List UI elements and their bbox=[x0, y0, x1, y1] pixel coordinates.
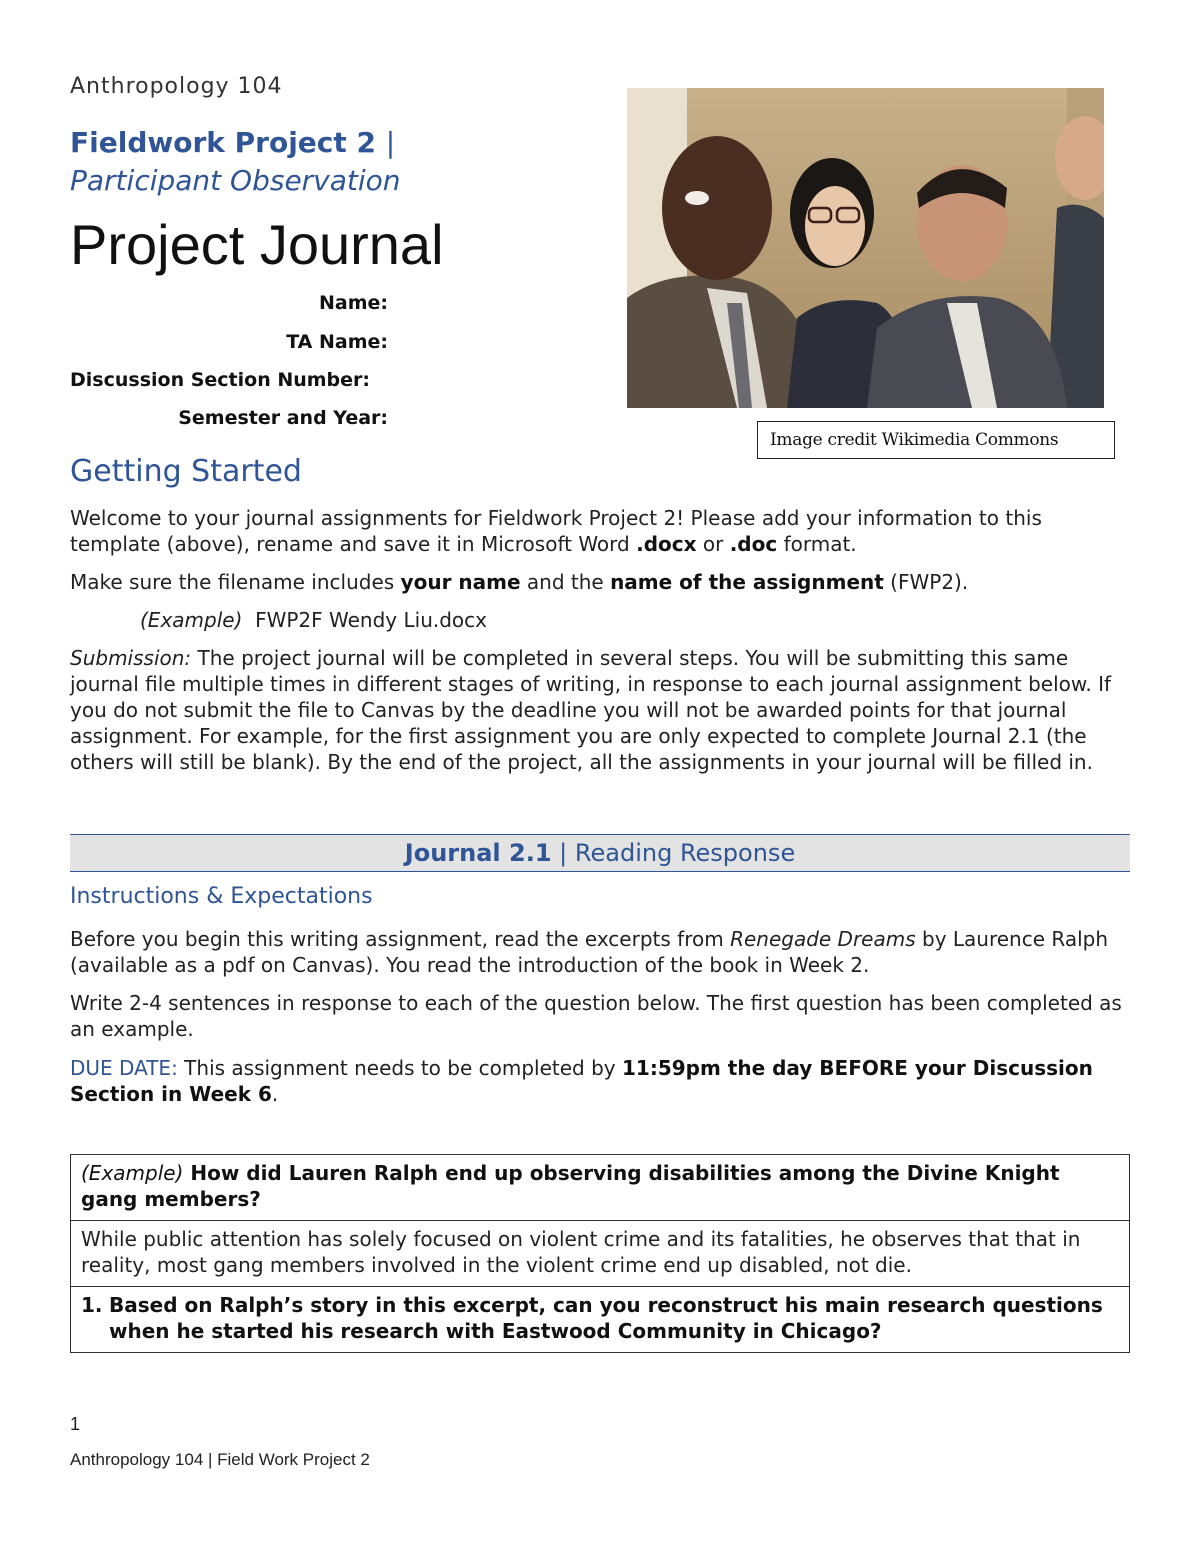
or-text: or bbox=[696, 532, 730, 556]
question-1-number: 1. bbox=[81, 1293, 103, 1317]
and-text: and the bbox=[520, 570, 611, 594]
due-date-text: This assignment needs to be completed by bbox=[177, 1056, 622, 1080]
journal-title: Reading Response bbox=[574, 839, 796, 867]
ta-name-field-label: TA Name: bbox=[286, 331, 388, 353]
book-title: Renegade Dreams bbox=[730, 927, 916, 951]
docx-format: .docx bbox=[636, 532, 697, 556]
name-field-label: Name: bbox=[318, 292, 388, 314]
example-question-cell bbox=[71, 1155, 1130, 1221]
page-number: 1 bbox=[70, 1414, 81, 1434]
submission-text: The project journal will be completed in several steps. You will be submitting this same journal file multiple times in different stages of writing, in response to each journal assignment below. If you do not submit the file to Canvas by the deadline you will not be awarded points for that journal assignment. For example, for the first assignment you are only expected to complete Journal 2.1 (the others will still be blank). By the end of the project, all the assignments in your journal will be filled in. bbox=[70, 646, 1112, 774]
journal-separator: | bbox=[559, 839, 568, 867]
submission-label: Submission: bbox=[70, 646, 192, 670]
photo-illustration bbox=[627, 88, 1104, 408]
submission-paragraph bbox=[70, 645, 1130, 775]
table-row bbox=[71, 1221, 1130, 1287]
example-label: (Example) bbox=[140, 608, 243, 632]
project-title bbox=[70, 126, 395, 159]
due-date-label: DUE DATE: bbox=[70, 1056, 178, 1080]
example-filename bbox=[140, 607, 1040, 633]
filename-text: Make sure the filename includes bbox=[70, 570, 401, 594]
reading-text-b: by Laurence Ralph (available as a pdf on Canvas). You read the introduction of the book in Week 2. bbox=[70, 927, 1109, 977]
instructions-heading: Instructions & Expectations bbox=[70, 884, 373, 909]
header-photo bbox=[627, 88, 1104, 408]
course-name: Anthropology 104 bbox=[70, 74, 283, 99]
filename-paragraph bbox=[70, 569, 1130, 595]
due-date-deadline: 11:59pm the day BEFORE your Discussion Section in Week 6 bbox=[70, 1056, 1093, 1106]
example-question-label: (Example) bbox=[81, 1161, 184, 1185]
reading-text-a: Before you begin this writing assignment, read the excerpts from bbox=[70, 927, 731, 951]
due-date-paragraph bbox=[70, 1055, 1130, 1107]
questions-table bbox=[70, 1154, 1130, 1353]
example-file-name: FWP2F Wendy Liu.docx bbox=[255, 608, 487, 632]
write-paragraph: Write 2-4 sentences in response to each of the question below. The first question has been completed as an example. bbox=[70, 991, 1122, 1041]
example-answer-text: While public attention has solely focused on violent crime and its fatalities, he observes that that in reality, most gang members involved in the violent crime end up disabled, not die. bbox=[81, 1227, 1081, 1277]
due-date-end: . bbox=[271, 1082, 279, 1106]
example-question-text: How did Lauren Ralph end up observing disabilities among the Divine Knight gang members? bbox=[81, 1161, 1060, 1211]
semester-year-field-label: Semester and Year: bbox=[178, 407, 388, 429]
welcome-text: Welcome to your journal assignments for Fieldwork Project 2! Please add your information to this template (above), rename and save it in Microsoft Word bbox=[70, 506, 1042, 556]
question-1-text: Based on Ralph’s story in this excerpt, can you reconstruct his main research questions when he started his research with Eastwood Community in Chicago? bbox=[109, 1293, 1103, 1343]
table-row bbox=[71, 1287, 1130, 1353]
reading-paragraph bbox=[70, 926, 1130, 978]
your-name-emphasis: your name bbox=[400, 570, 521, 594]
discussion-section-field-label: Discussion Section Number: bbox=[70, 369, 371, 391]
format-text: format. bbox=[777, 532, 857, 556]
project-title-text: Fieldwork Project 2 bbox=[70, 126, 377, 159]
project-subtitle: Participant Observation bbox=[70, 164, 401, 197]
getting-started-heading: Getting Started bbox=[70, 454, 302, 489]
assignment-name-emphasis: name of the assignment bbox=[610, 570, 884, 594]
example-answer-cell[interactable] bbox=[71, 1221, 1130, 1287]
fwp2-text: (FWP2). bbox=[883, 570, 969, 594]
page-footer: Anthropology 104 | Field Work Project 2 bbox=[70, 1450, 370, 1469]
question-1-cell bbox=[71, 1287, 1130, 1353]
table-row bbox=[71, 1155, 1130, 1221]
doc-format: .doc bbox=[729, 532, 778, 556]
image-credit-caption: Image credit Wikimedia Commons bbox=[757, 421, 1115, 459]
document-title: Project Journal bbox=[70, 213, 444, 276]
title-separator: | bbox=[385, 126, 396, 159]
journal-label: Journal 2.1 bbox=[404, 839, 552, 867]
journal-heading-band bbox=[70, 834, 1130, 872]
welcome-paragraph bbox=[70, 505, 1130, 557]
